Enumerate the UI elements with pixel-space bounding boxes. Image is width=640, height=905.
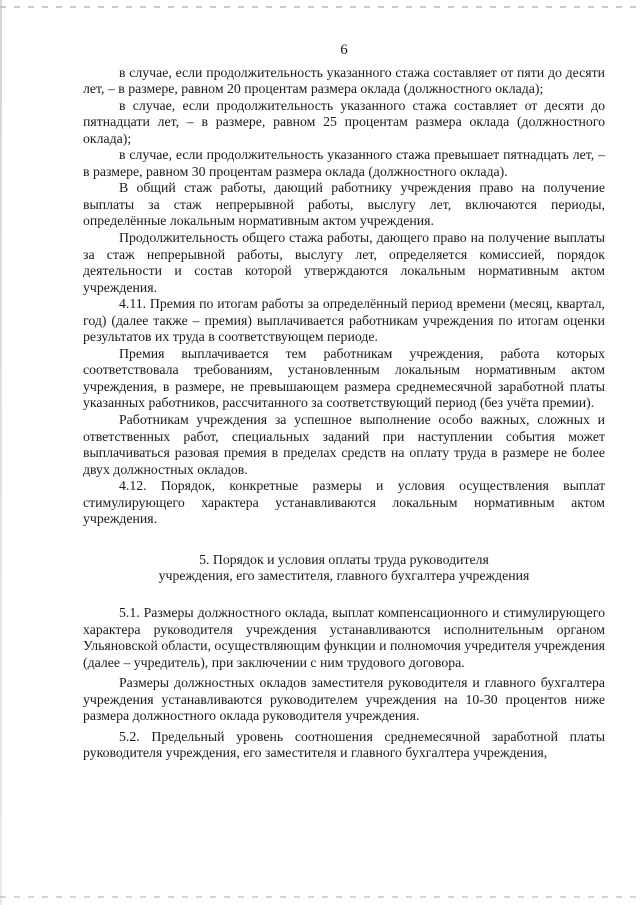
paragraph-prodolzhitelnost: Продолжительность общего стажа работы, дающего право на получение выплаты за стаж непрерывной работы, выслугу лет, определяется комиссией, порядок деятельности и состав которой утверждаются локальным нормативным актом учреждения. (83, 230, 605, 295)
paragraph-premiya: Премия выплачивается тем работникам учреждения, работа которых соответствовала требованиям, установленным локальным нормативным актом учреждения, в размере, не превышающем размера среднемесячной заработной платы указанных работников, рассчитанного за соответствующий период (без учёта премии). (83, 345, 605, 411)
paragraph-4-12: 4.12. Порядок, конкретные размеры и условия осуществления выплат стимулирующего характера устанавливаются локальным нормативным актом учреждения. (83, 478, 605, 527)
scan-border-bottom (0, 896, 640, 898)
paragraph-razovaya-premiya: Работникам учреждения за успешное выполнение особо важных, сложных и ответственных работ, специальных заданий при наступлении события может выплачиваться разовая премия в пределах средств на оплату труда в размере не более двух должностных окладов. (83, 412, 605, 477)
paragraph-5-1: 5.1. Размеры должностного оклада, выплат компенсационного и стимулирующего характера руководителя учреждения устанавливаются исполнительным органом Ульяновской области, осуществляющим функции и полномочия учредителя учреждения (далее – учредитель), при заключении с ним трудового договора. (83, 604, 605, 670)
paragraph-obshchiy-stazh: В общий стаж работы, дающий работнику учреждения право на получение выплаты за стаж непрерывной работы, выслугу лет, включаются периоды, определённые локальным нормативным актом учреждения. (83, 180, 605, 229)
section-heading-line-1: 5. Порядок и условия оплаты труда руководителя (199, 551, 489, 567)
paragraph-5-2: 5.2. Предельный уровень соотношения среднемесячной заработной платы руководителя учреждения, его заместителя и главного бухгалтера учреждения, (83, 728, 605, 761)
paragraph-4-11: 4.11. Премия по итогам работы за определённый период времени (месяц, квартал, год) (далее также – премия) выплачивается работникам учреждения по итогам оценки результатов их труда в соответствующем периоде. (83, 296, 605, 345)
section-heading-line-2: учреждения, его заместителя, главного бухгалтера учреждения (158, 568, 530, 584)
section-heading (83, 552, 605, 585)
paragraph-razmery-okladov: Размеры должностных окладов заместителя руководителя и главного бухгалтера учреждения устанавливаются руководителем учреждения на 10-30 процентов ниже размера должностного оклада руководителя учреждения. (83, 675, 605, 724)
paragraph-stazh-10-15: в случае, если продолжительность указанного стажа составляет от десяти до пятнадцати лет, – в размере, равном 25 процентам размера оклада (должностного оклада); (83, 97, 605, 146)
paragraph-stazh-5-10: в случае, если продолжительность указанного стажа составляет от пяти до десяти лет, – в размере, равном 20 процентам размера оклада (должностного оклада); (83, 64, 605, 97)
scan-border-left (0, 0, 2, 905)
scan-border-top (0, 6, 640, 8)
page-number: 6 (340, 42, 348, 58)
paragraph-stazh-15-plus: в случае, если продолжительность указанного стажа превышает пятнадцать лет, – в размере, равном 30 процентам размера оклада (должностного оклада). (83, 147, 605, 179)
document-page (83, 42, 605, 762)
